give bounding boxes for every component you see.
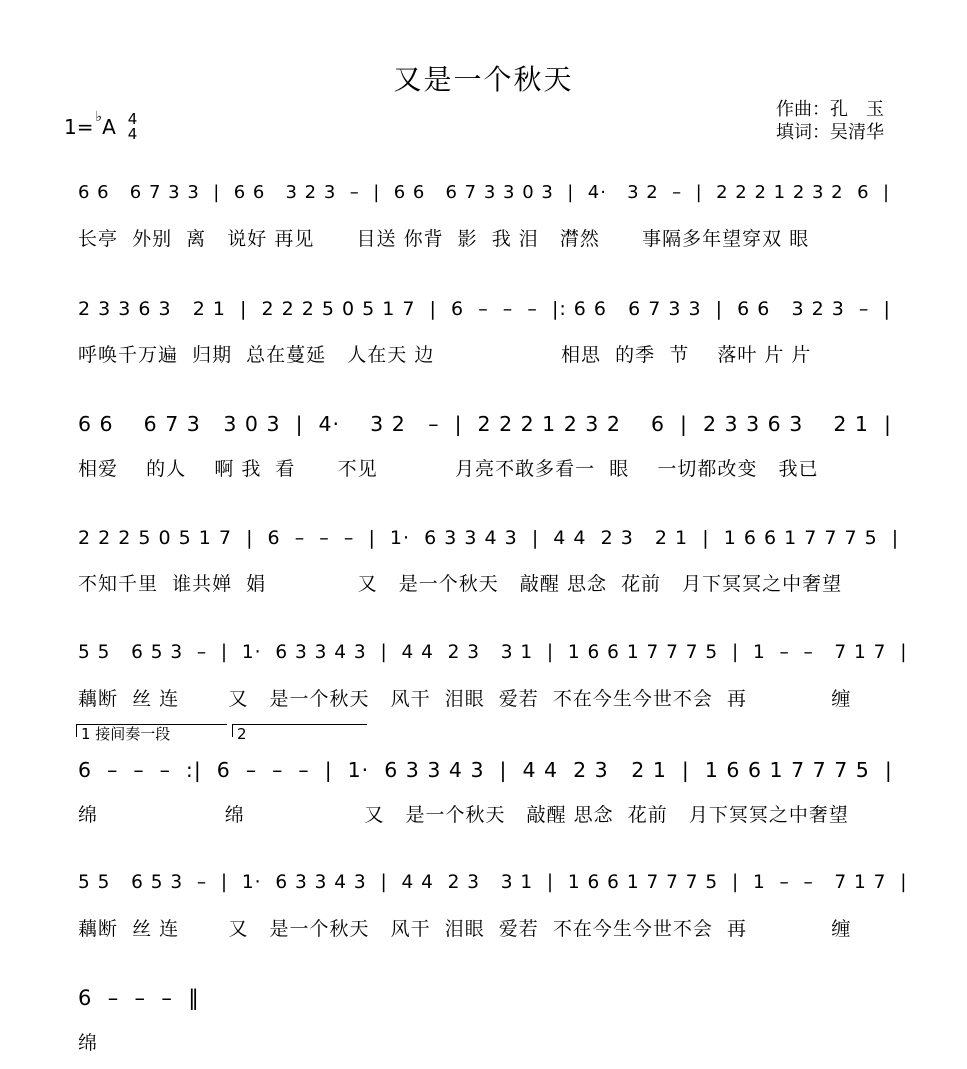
notation-line: 2 2 2 5 0 5 1 7 | 6 – – – | 1· 6 3 3 4 3 | 4 4 2 3 2 1 | 1 6 6 1 7 7 7 5 | bbox=[78, 527, 900, 549]
notation-line: 6 – – – ‖ bbox=[78, 986, 200, 1010]
credits bbox=[776, 98, 884, 144]
lyricist-credit: 填词：吴清华 bbox=[776, 122, 884, 143]
lyrics-line: 相爱 的人 啊 我 看 不见 月亮不敢多看一 眼 一切都改变 我已 bbox=[78, 458, 819, 480]
notation-line: 5 5 6 5 3 – | 1· 6 3 3 4 3 | 4 4 2 3 3 1 | 1 6 6 1 7 7 7 5 | 1 – – 7 1 7 | bbox=[78, 642, 908, 663]
lyrics-line: 呼唤千万遍 归期 总在蔓延 人在天 边 相思 的季 节 落叶 片 片 bbox=[78, 344, 812, 366]
notation-line: 6 6 6 7 3 3 | 6 6 3 2 3 – | 6 6 6 7 3 3 0 3 | 4· 3 2 – | 2 2 2 1 2 3 2 6 | bbox=[78, 182, 891, 203]
second-ending-label: 2 bbox=[237, 725, 247, 743]
time-signature-top: 4 bbox=[127, 110, 138, 128]
lyrics-line: 藕断 丝 连 又 是一个秋天 风干 泪眼 爱若 不在今生今世不会 再 缠 bbox=[78, 688, 852, 710]
notation-line: 6 – – – :| 6 – – – | 1· 6 3 3 4 3 | 4 4 2 3 2 1 | 1 6 6 1 7 7 7 5 | bbox=[78, 758, 893, 782]
notation-line: 5 5 6 5 3 – | 1· 6 3 3 4 3 | 4 4 2 3 3 1 | 1 6 6 1 7 7 7 5 | 1 – – 7 1 7 | bbox=[78, 872, 908, 893]
lyrics-line: 绵 bbox=[78, 1032, 99, 1054]
key-tonic: 1= bbox=[64, 115, 94, 139]
notation-line: 6 6 6 7 3 3 0 3 | 4· 3 2 – | 2 2 2 1 2 3 2 6 | 2 3 3 6 3 2 1 | bbox=[78, 412, 892, 436]
composer-credit: 作曲：孔 玉 bbox=[776, 99, 884, 120]
notation-line: 2 3 3 6 3 2 1 | 2 2 2 5 0 5 1 7 | 6 – – – |: 6 6 6 7 3 3 | 6 6 3 2 3 – | bbox=[78, 298, 891, 320]
lyrics-line: 长亭 外别 离 说好 再见 目送 你背 影 我 泪 潸然 事隔多年望穿双 眼 bbox=[78, 228, 810, 250]
second-ending-bracket bbox=[232, 724, 367, 743]
key-letter: A bbox=[102, 115, 116, 139]
first-ending-bracket bbox=[76, 724, 227, 743]
time-signature bbox=[128, 112, 138, 142]
time-signature-bottom: 4 bbox=[127, 125, 138, 143]
key-signature bbox=[64, 109, 138, 143]
lyrics-line: 不知千里 谁共婵 娟 又 是一个秋天 敲醒 思念 花前 月下冥冥之中奢望 bbox=[78, 573, 843, 595]
song-title: 又是一个秋天 bbox=[393, 63, 574, 96]
first-ending-label: 1 接间奏一段 bbox=[81, 725, 171, 743]
flat-sign: ♭ bbox=[95, 109, 103, 125]
lyrics-line: 藕断 丝 连 又 是一个秋天 风干 泪眼 爱若 不在今生今世不会 再 缠 bbox=[78, 918, 852, 940]
lyrics-line: 绵 绵 又 是一个秋天 敲醒 思念 花前 月下冥冥之中奢望 bbox=[78, 804, 849, 826]
